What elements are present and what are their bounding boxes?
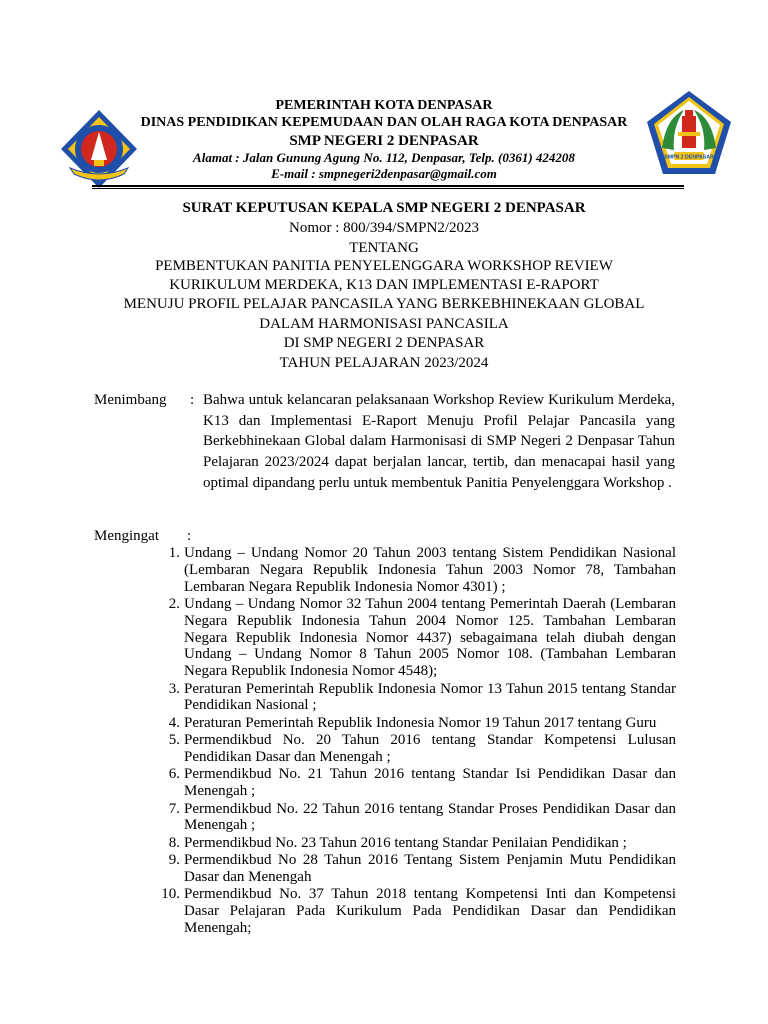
list-item-text: Permendikbud No. 20 Tahun 2016 tentang Standar Kompetensi Lulusan Pendidikan Dasar dan Menengah ; — [184, 732, 676, 765]
letterhead-line-1: PEMERINTAH KOTA DENPASAR — [275, 98, 493, 113]
letterhead-email: E-mail : smpnegeri2denpasar@gmail.com — [271, 166, 497, 181]
list-item-text: Permendikbud No. 21 Tahun 2016 tentang Standar Isi Pendidikan Dasar dan Menengah ; — [184, 766, 676, 800]
list-item-text: Peraturan Pemerintah Republik Indonesia Nomor 13 Tahun 2015 tentang Standar Pendidikan Nasional ; — [184, 680, 676, 714]
list-item-text: Permendikbud No. 37 Tahun 2018 tentang Kompetensi Inti dan Kompetensi Dasar Pelajaran Pada Kurikulum Pada Pendidikan Dasar dan Pendidikan Menengah; — [184, 886, 676, 936]
menimbang-colon: : — [190, 392, 195, 408]
list-item-text: Permendikbud No. 22 Tahun 2016 tentang Standar Proses Pendidikan Dasar dan Menengah ; — [184, 800, 676, 834]
list-item-text: Permendikbud No. 23 Tahun 2016 tentang Standar Penilaian Pendidikan ; — [184, 834, 627, 851]
letterhead-line-2: DINAS PENDIDIKAN KEPEMUDAAN DAN OLAH RAGA KOTA DENPASAR — [140, 115, 628, 130]
decree-subject-line: MENUJU PROFIL PELAJAR PANCASILA YANG BERKEBHINEKAAN GLOBAL — [123, 296, 645, 312]
list-item-number: 2. — [168, 595, 180, 612]
list-item — [94, 886, 676, 936]
list-item — [94, 852, 676, 886]
list-item — [94, 766, 676, 800]
list-item-number: 9. — [168, 852, 180, 869]
menimbang-text: Bahwa untuk kelancaran pelaksanaan Workshop Review Kurikulum Merdeka, K13 dan Implementasi E-Raport Menuju Profil Pelajar Pancasila yang Berkebhinekaan Global dalam Harmonisasi di SMP Negeri 2 Denpasar Tahun Pelajaran 2023/2024 dapat berjalan lancar, tertib, dan menacapai hasil yang optimal dipandang perlu untuk membentuk Panitia Penyelenggara Workshop . — [203, 392, 675, 491]
list-item — [94, 681, 676, 715]
list-item — [94, 545, 676, 595]
list-item-number: 1. — [168, 545, 180, 561]
list-item-number: 4. — [168, 714, 180, 731]
list-item — [94, 715, 676, 732]
list-item-number: 5. — [168, 732, 180, 749]
list-item-number: 6. — [168, 766, 180, 783]
list-item-text: Peraturan Pemerintah Republik Indonesia Nomor 19 Tahun 2017 tentang Guru — [184, 714, 657, 731]
right-logo-text: SMPN 2 DENPASAR — [664, 154, 714, 161]
list-item — [94, 801, 676, 835]
letterhead-school-name: SMP NEGERI 2 DENPASAR — [289, 133, 479, 149]
mengingat-list — [94, 545, 676, 937]
list-item — [94, 732, 676, 766]
list-item-text: Undang – Undang Nomor 20 Tahun 2003 tentang Sistem Pendidikan Nasional (Lembaran Negara Republik Indonesia Tahun 2003 Nomor 78, Tambahan Lembaran Negara Republik Indonesia Nomor 4301) ; — [184, 545, 676, 595]
menimbang-label: Menimbang — [94, 392, 167, 408]
decree-subject-line: DALAM HARMONISASI PANCASILA — [259, 316, 509, 332]
decree-about: TENTANG — [349, 240, 419, 256]
decree-subject-line: PEMBENTUKAN PANITIA PENYELENGGARA WORKSHOP REVIEW — [155, 258, 613, 274]
decree-heading: SURAT KEPUTUSAN KEPALA SMP NEGERI 2 DENPASAR — [182, 200, 586, 216]
list-item-number: 10. — [161, 886, 180, 903]
decree-subject-line: DI SMP NEGERI 2 DENPASAR — [283, 335, 485, 351]
letterhead-divider-thin — [92, 188, 684, 189]
mengingat-colon: : — [187, 528, 192, 544]
list-item-number: 3. — [168, 680, 180, 697]
list-item-text: Undang – Undang Nomor 32 Tahun 2004 tentang Pemerintah Daerah (Lembaran Negara Republik Indonesia Tahun 2004 Nomor 125. Tambahan Lembaran Negara Republik Indonesia Nomor 4437) sebagaimana telah diubah dengan Undang – Undang Nomor 8 Tahun 2005 Nomor 108. (Tambahan Lembaran Negara Republik Indonesia Nomor 4548); — [184, 595, 676, 680]
list-item-text: Permendikbud No 28 Tahun 2016 Tentang Sistem Penjamin Mutu Pendidikan Dasar dan Menengah — [184, 852, 676, 885]
letterhead-address: Alamat : Jalan Gunung Agung No. 112, Denpasar, Telp. (0361) 424208 — [193, 150, 575, 165]
letterhead-divider — [92, 185, 684, 187]
list-item-number: 7. — [168, 800, 180, 817]
decree-number: Nomor : 800/394/SMPN2/2023 — [288, 220, 480, 236]
list-item — [94, 596, 676, 680]
decree-subject-line: KURIKULUM MERDEKA, K13 DAN IMPLEMENTASI E-RAPORT — [169, 277, 599, 293]
decree-subject-line: TAHUN PELAJARAN 2023/2024 — [279, 355, 489, 371]
list-item-number: 8. — [168, 834, 180, 851]
mengingat-label: Mengingat — [94, 528, 159, 544]
list-item — [94, 835, 676, 852]
smpn2-denpasar-logo-icon — [644, 88, 734, 178]
